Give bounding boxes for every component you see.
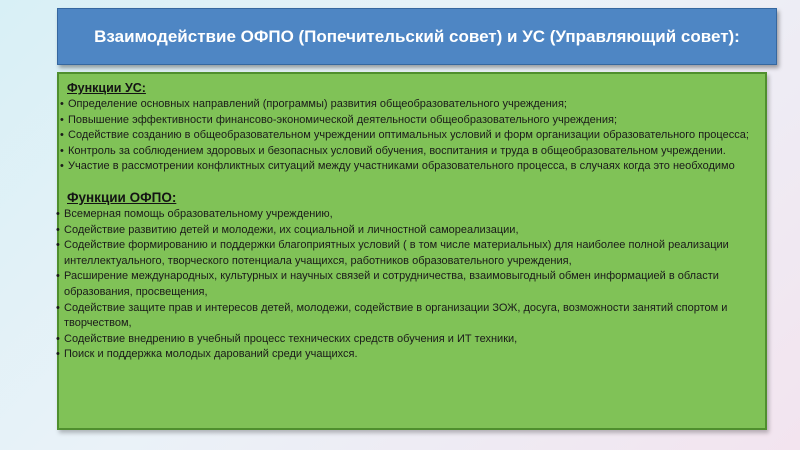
ofpo-functions-heading: Функции ОФПО: bbox=[67, 189, 177, 205]
list-item-text: Определение основных направлений (программы) развития общеобразовательного учреждения; bbox=[68, 98, 567, 110]
list-item bbox=[56, 332, 759, 348]
list-item-text: Контроль за соблюдением здоровых и безопасных условий обучения, воспитания и труда в общеобразовательном учреждении. bbox=[68, 144, 726, 157]
list-item-text: Содействие формированию и поддержки благоприятных условий ( в том числе материальных) для наиболее полной реализации интеллектуального, творческого потенциала учащихся, работников образовательного учреждения, bbox=[64, 239, 729, 267]
list-item-text: Содействие созданию в общеобразовательном учреждении оптимальных условий и форм организации образовательного процесса; bbox=[68, 129, 749, 142]
bullet-icon: • bbox=[56, 270, 60, 283]
list-item bbox=[56, 269, 759, 300]
bullet-icon: • bbox=[60, 113, 64, 126]
list-item bbox=[56, 207, 759, 223]
list-item-text: Расширение международных, культурных и научных связей и сотрудничества, взаимовыгодный обмен информацией в области образования, просвещения, bbox=[64, 270, 719, 298]
list-item bbox=[56, 347, 759, 363]
slide-title: Взаимодействие ОФПО (Попечительский совет) и УС (Управляющий совет): bbox=[94, 26, 740, 46]
bullet-icon: • bbox=[56, 348, 60, 361]
bullet-icon: • bbox=[56, 301, 60, 314]
ofpo-functions-list bbox=[56, 207, 759, 363]
list-item bbox=[59, 144, 759, 160]
list-item bbox=[59, 113, 759, 129]
bullet-icon: • bbox=[56, 332, 60, 345]
list-item bbox=[59, 159, 759, 175]
list-item-text: Повышение эффективности финансово-экономической деятельности общеобразовательного учреждения; bbox=[68, 113, 617, 126]
slide-title-box bbox=[57, 8, 777, 65]
bullet-icon: • bbox=[60, 144, 64, 157]
bullet-icon: • bbox=[56, 239, 60, 252]
content-panel bbox=[57, 72, 767, 430]
content-text bbox=[56, 81, 759, 363]
list-item-text: Содействие развитию детей и молодежи, их социальной и личностной самореализации, bbox=[64, 223, 519, 236]
list-item bbox=[56, 301, 759, 332]
list-item-text: Поиск и поддержка молодых дарований среди учащихся. bbox=[64, 348, 358, 361]
bullet-icon: • bbox=[60, 98, 64, 110]
list-item-text: Всемерная помощь образовательному учреждению, bbox=[64, 207, 333, 220]
list-item bbox=[59, 97, 759, 113]
bullet-icon: • bbox=[56, 207, 60, 220]
list-item bbox=[59, 128, 759, 144]
list-item-text: Участие в рассмотрении конфликтных ситуаций между участниками образовательного процесса, в случаях когда это необходимо bbox=[68, 160, 735, 173]
list-item bbox=[56, 223, 759, 239]
bullet-icon: • bbox=[60, 160, 64, 173]
us-functions-heading: Функции УС: bbox=[67, 81, 146, 95]
bullet-icon: • bbox=[60, 129, 64, 142]
list-item-text: Содействие защите прав и интересов детей, молодежи, содействие в организации ЗОЖ, досуга, возможности занятий спортом и творчеством, bbox=[64, 301, 728, 330]
list-item-text: Содействие внедрению в учебный процесс технических средств обучения и ИТ техники, bbox=[64, 332, 518, 345]
us-functions-list bbox=[59, 97, 759, 175]
bullet-icon: • bbox=[56, 223, 60, 236]
list-item bbox=[56, 238, 759, 269]
